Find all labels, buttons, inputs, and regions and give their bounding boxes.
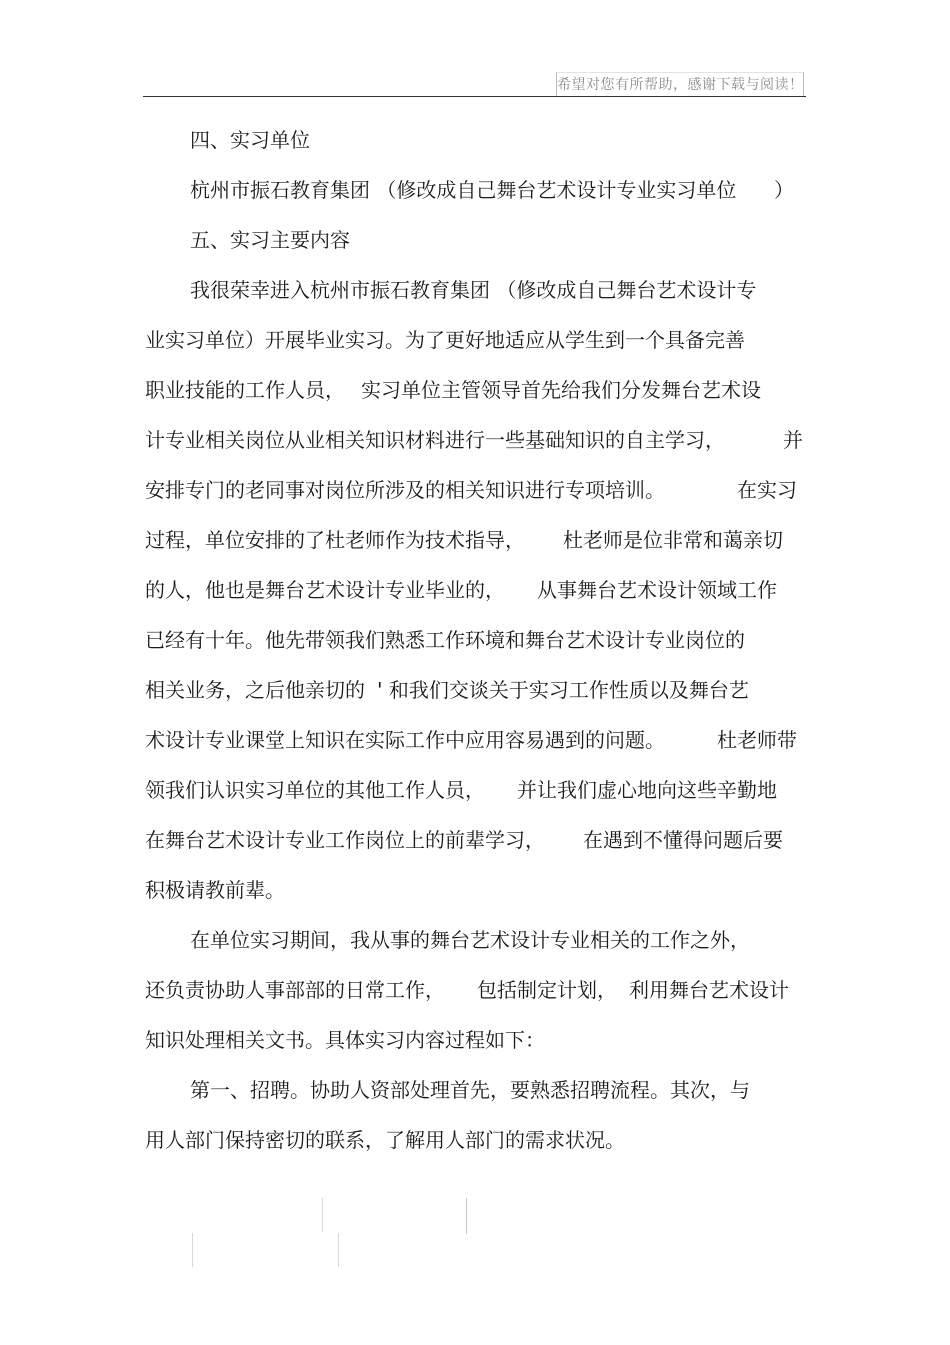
text-fragment: 的人，他也是舞台艺术设计专业毕业的， xyxy=(145,578,505,602)
scan-mark xyxy=(338,1233,339,1267)
paragraph-line: 用人部门保持密切的联系，了解用人部门的需求状况。 xyxy=(145,1128,625,1152)
text-fragment: 杭州市振石教育集团 （修改成自己舞台艺术设计专业实习单位 xyxy=(190,178,737,202)
text-fragment: 包括制定计划， xyxy=(477,978,617,1002)
paragraph-line: 知识处理相关文书。具体实习内容过程如下： xyxy=(145,1028,545,1052)
text-fragment: 安排专门的老同事对岗位所涉及的相关知识进行专项培训。 xyxy=(145,478,665,502)
text-fragment: 领我们认识实习单位的其他工作人员， xyxy=(145,778,485,802)
text-fragment: 并让我们虚心地向这些辛勤地 xyxy=(517,778,777,802)
text-fragment: 过程，单位安排的了杜老师作为技术指导， xyxy=(145,528,525,552)
text-fragment: 相关业务，之后他亲切的 xyxy=(145,678,365,702)
text-fragment: 术设计专业课堂上知识在实际工作中应用容易遇到的问题。 xyxy=(145,728,665,752)
text-fragment: 计专业相关岗位从业相关知识材料进行一些基础知识的自主学习， xyxy=(145,428,725,452)
scan-mark xyxy=(192,1233,193,1267)
paragraph-line: 在单位实习期间，我从事的舞台艺术设计专业相关的工作之外， xyxy=(190,928,750,952)
text-fragment: 杜老师是位非常和蔼亲切 xyxy=(563,528,783,552)
text-fragment: 实习单位主管领导首先给我们分发舞台艺术设 xyxy=(361,378,761,402)
text-fragment: 利用舞台艺术设计 xyxy=(629,978,789,1002)
text-fragment: 职业技能的工作人员， xyxy=(145,378,345,402)
header-rule xyxy=(143,96,806,97)
paragraph-line: 已经有十年。他先带领我们熟悉工作环境和舞台艺术设计专业岗位的 xyxy=(145,628,745,652)
header-note: 希望对您有所帮助，感谢下载与阅读！ xyxy=(556,72,804,96)
text-fragment: ' 和我们交谈关于实习工作性质以及舞台艺 xyxy=(377,678,749,702)
text-fragment: 在舞台艺术设计专业工作岗位上的前辈学习， xyxy=(145,828,545,852)
paragraph-line: 我很荣幸进入杭州市振石教育集团 （修改成自己舞台艺术设计专 xyxy=(190,278,757,302)
scan-mark xyxy=(322,1198,323,1232)
scan-mark xyxy=(466,1198,467,1234)
paragraph-line: 业实习单位）开展毕业实习。为了更好地适应从学生到一个具备完善 xyxy=(145,328,745,352)
text-fragment: ） xyxy=(774,178,794,202)
text-fragment: 在实习 xyxy=(737,478,797,502)
paragraph-line: 第一、招聘。协助人资部处理首先，要熟悉招聘流程。其次，与 xyxy=(190,1078,750,1102)
section-heading-internship-unit: 四、实习单位 xyxy=(190,128,310,152)
text-fragment: 在遇到不懂得问题后要 xyxy=(583,828,783,852)
section-heading-main-content: 五、实习主要内容 xyxy=(190,228,350,252)
text-fragment: 杜老师带 xyxy=(717,728,797,752)
text-fragment: 从事舞台艺术设计领域工作 xyxy=(537,578,777,602)
text-fragment: 还负责协助人事部部的日常工作， xyxy=(145,978,445,1002)
text-fragment: 并 xyxy=(783,428,803,452)
paragraph-line: 积极请教前辈。 xyxy=(145,878,285,902)
